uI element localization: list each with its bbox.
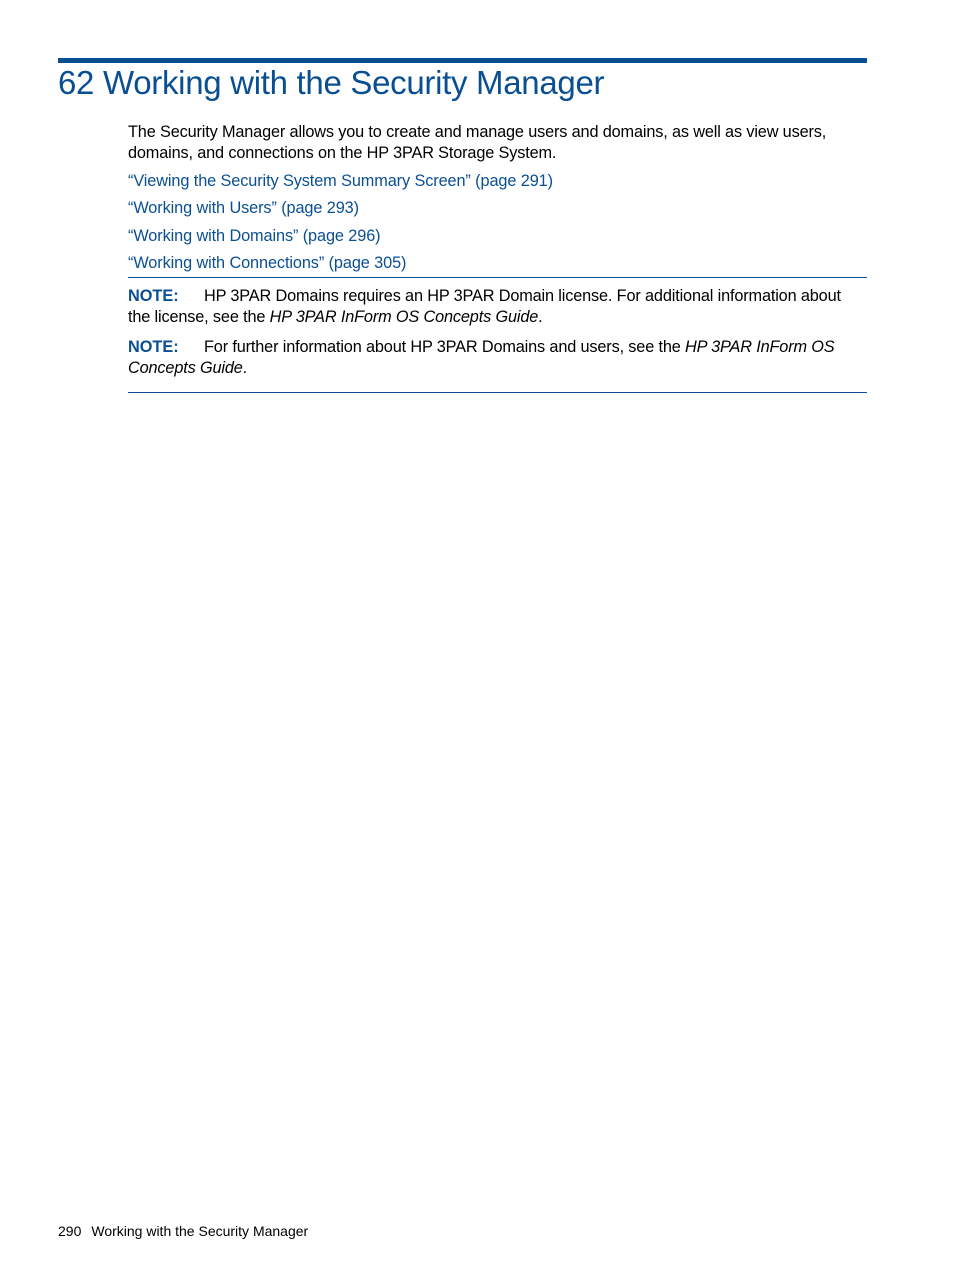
chapter-content xyxy=(128,122,867,393)
notes-box xyxy=(128,277,867,393)
list-item xyxy=(128,226,867,253)
page-number: 290 xyxy=(58,1223,82,1239)
note-text: HP 3PAR Domains requires an HP 3PAR Domain license. For additional information about the license, see the xyxy=(128,287,841,327)
note-text: For further information about HP 3PAR Domains and users, see the xyxy=(204,338,686,357)
section-link-list xyxy=(128,171,867,280)
chapter-title: 62 Working with the Security Manager xyxy=(58,64,605,101)
list-item xyxy=(128,198,867,225)
note-doc-title: HP 3PAR InForm OS Concepts Guide xyxy=(269,308,539,327)
link-working-with-domains[interactable]: “Working with Domains” (page 296) xyxy=(128,226,381,245)
intro-paragraph: The Security Manager allows you to create and manage users and domains, as well as view users, domains, and connections on the HP 3PAR Storage System. xyxy=(128,123,827,162)
link-working-with-users[interactable]: “Working with Users” (page 293) xyxy=(128,199,359,218)
running-title: Working with the Security Manager xyxy=(91,1223,309,1239)
list-item xyxy=(128,171,867,198)
note-further-info xyxy=(128,337,867,379)
chapter-top-rule xyxy=(58,58,867,63)
note-text-end: . xyxy=(242,359,248,378)
note-label: NOTE: xyxy=(128,338,179,357)
note-text-end: . xyxy=(538,308,543,327)
link-viewing-security-summary[interactable]: “Viewing the Security System Summary Screen” (page 291) xyxy=(128,172,553,190)
link-working-with-connections[interactable]: “Working with Connections” (page 305) xyxy=(128,253,407,272)
note-doc-title: HP 3PAR InForm OS Concepts Guide xyxy=(128,338,835,378)
note-label: NOTE: xyxy=(128,287,179,306)
list-item xyxy=(128,253,867,280)
note-domain-license xyxy=(128,286,867,328)
page-footer xyxy=(58,1222,308,1240)
